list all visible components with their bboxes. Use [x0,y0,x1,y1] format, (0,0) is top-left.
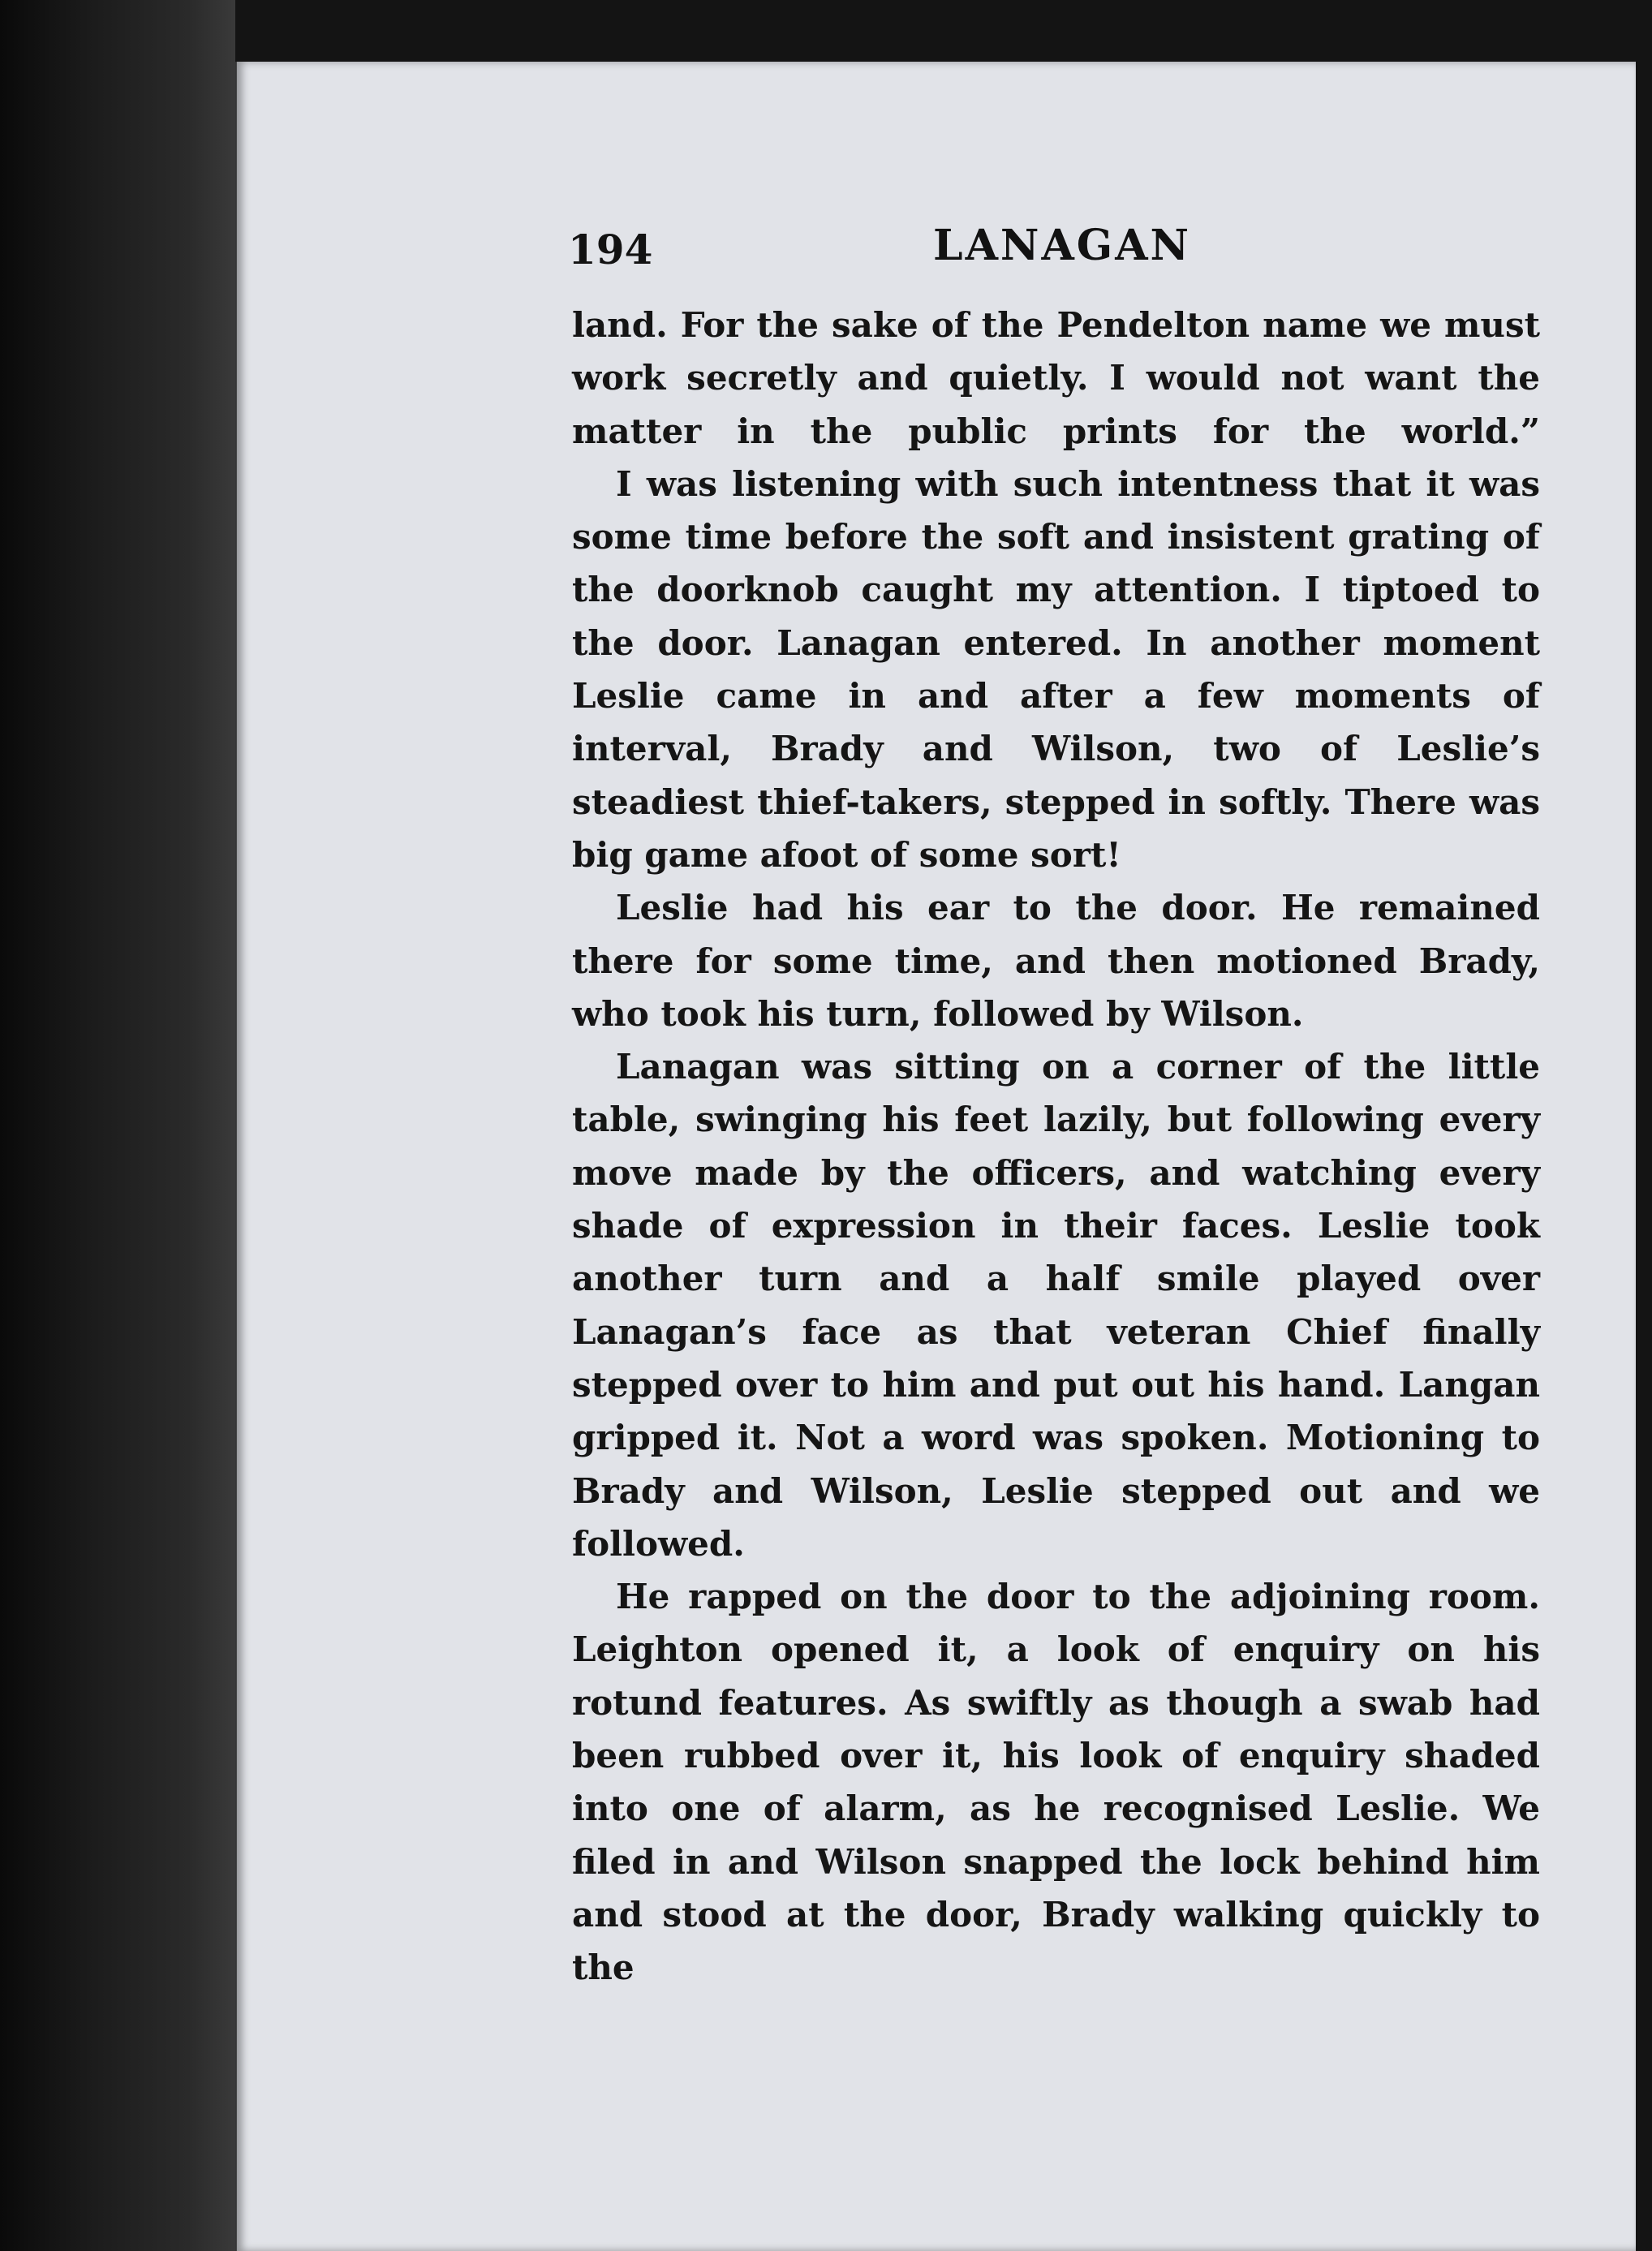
body-text [572,299,1540,1995]
paragraph-1: land. For the sake of the Pendelton name we must work secretly and quietly. I would not want the matter in the public prints for the world.” [572,305,1540,451]
page-number: 194 [568,226,653,273]
running-title: LANAGAN [933,221,1192,270]
paragraph-3: Leslie had his ear to the door. He remained there for some time, and then motioned Brady, who took his turn, followed by Wilson. [572,888,1540,1034]
paragraph-5: He rapped on the door to the adjoining room. Leighton opened it, a look of enquiry on his rotund features. As swiftly as though a swab had been rubbed over it, his look of enquiry shaded into one of alarm, as he recognised Leslie. We filed in and Wilson snapped the lock behind him and stood at the door, Brady walking quickly to the [572,1577,1540,1988]
paragraph-4: Lanagan was sitting on a corner of the little table, swinging his feet lazily, but following every move made by the officers, and watching every shade of expression in their faces. Leslie took another turn and a half smile played over Lanagan’s face as that veteran Chief finally stepped over to him and put out his hand. Langan gripped it. Not a word was spoken. Motioning to Brady and Wilson, Leslie stepped out and we followed. [572,1047,1540,1564]
paragraph-2: I was listening with such intentness that it was some time before the soft and insistent grating of the doorknob caught my attention. I tiptoed to the door. Lanagan entered. In another moment Leslie came in and after a few moments of interval, Brady and Wilson, two of Leslie’s steadiest thief-takers, stepped in softly. There was big game afoot of some sort! [572,463,1540,875]
running-head [568,221,1566,286]
book-spine-shadow [0,0,235,2251]
